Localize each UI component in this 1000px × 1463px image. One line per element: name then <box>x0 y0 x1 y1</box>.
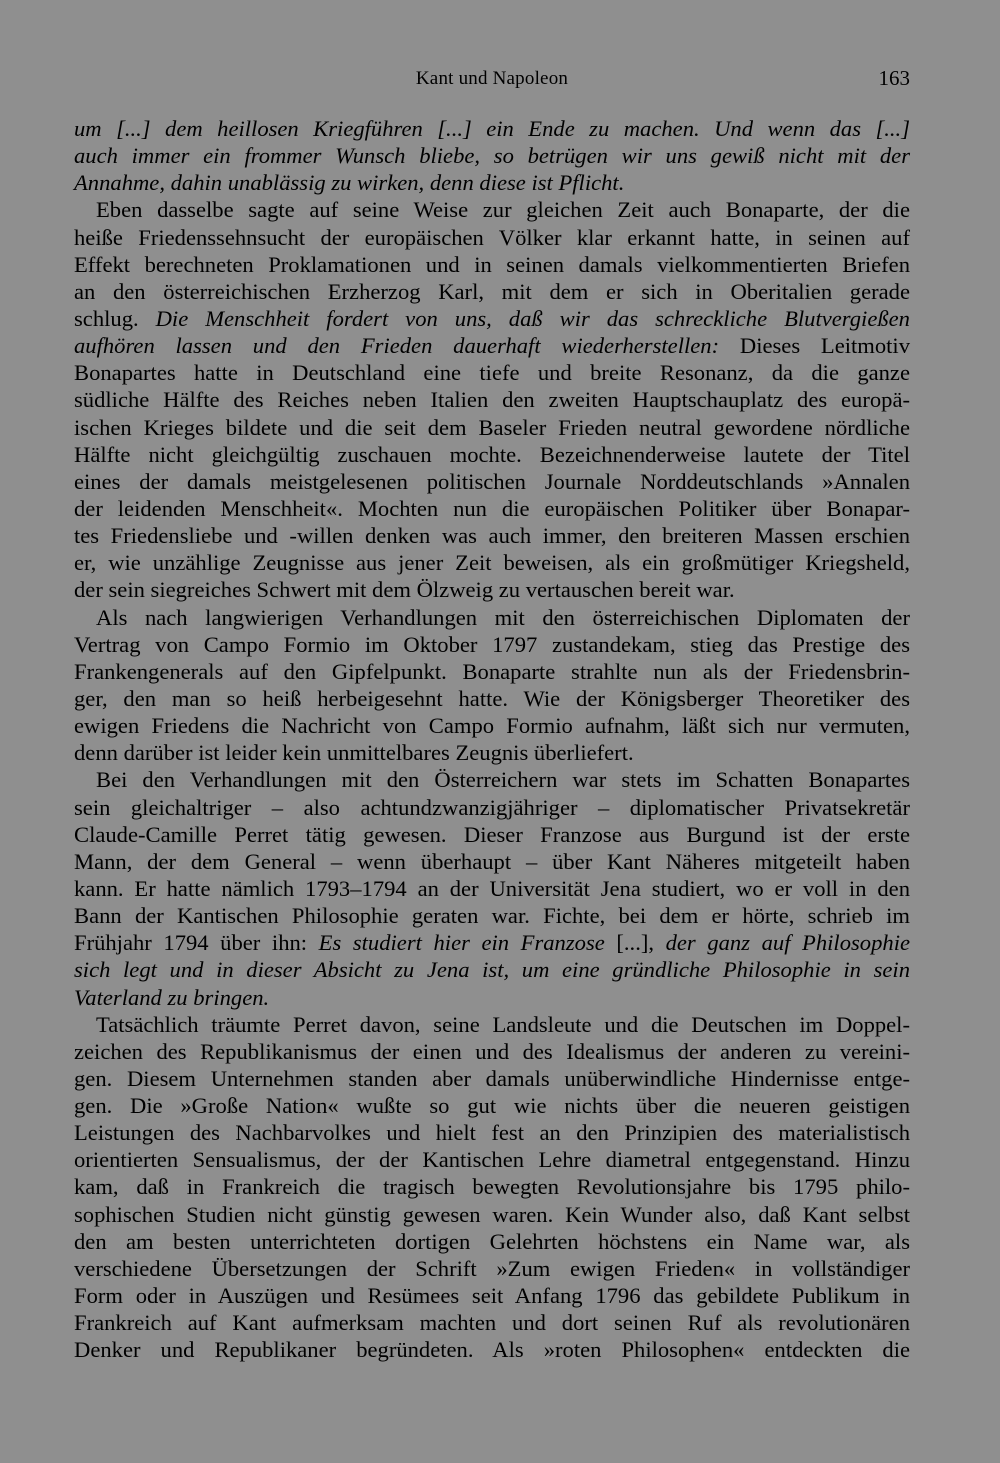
text-line <box>74 685 910 712</box>
text-line <box>74 848 910 875</box>
text-line <box>74 386 910 413</box>
text-run: Eben dasselbe sagte auf seine Weise zur gleichen Zeit auch Bonaparte, der die <box>96 197 910 223</box>
text-run: Frankreich auf Kant aufmerksam machten und dort seinen Ruf als revolutionären <box>74 1310 910 1336</box>
text-line <box>74 739 910 766</box>
text-run: zeichen des Republikanismus der einen und des Idealismus der anderen zu vereini- <box>74 1038 910 1064</box>
body-text <box>74 115 910 1363</box>
text-run: Leistungen des Nachbarvolkes und hielt fest an den Prinzipien des materialistisch <box>74 1120 910 1146</box>
text-run: Mann, der dem General – wenn überhaupt – über Kant Näheres mitgeteilt haben <box>74 848 910 874</box>
text-run: orientierten Sensualismus, der der Kantischen Lehre diametral entgegenstand. Hinzu <box>74 1147 910 1173</box>
text-line <box>74 1201 910 1228</box>
text-line <box>74 875 910 902</box>
text-line <box>74 359 910 386</box>
text-line <box>74 1065 910 1092</box>
text-run: sein gleichaltriger – also achtundzwanzigjähriger – diplomatischer Privatsekretär <box>74 794 910 820</box>
text-line <box>74 414 910 441</box>
text-run: an den österreichischen Erzherzog Karl, mit dem er sich in Oberitalien gerade <box>74 278 910 304</box>
italic-text-run: sich legt und in dieser Absicht zu Jena ist, um eine gründliche Philosophie in sein <box>74 957 910 983</box>
text-line <box>74 794 910 821</box>
text-line <box>74 251 910 278</box>
text-line <box>74 821 910 848</box>
text-run: er, wie unzählige Zeugnisse aus jener Zeit beweisen, als ein großmütiger Kriegsheld, <box>74 550 910 576</box>
text-run: Vertrag von Campo Formio im Oktober 1797 zustandekam, stieg das Prestige des <box>74 631 910 657</box>
text-line <box>74 224 910 251</box>
text-line <box>74 631 910 658</box>
text-line <box>74 1282 910 1309</box>
text-run: ger, den man so heiß herbeigesehnt hatte. Wie der Königsberger Theoretiker des <box>74 685 910 711</box>
italic-text-run: auch immer ein frommer Wunsch bliebe, so betrügen wir uns gewiß nicht mit der <box>74 143 910 169</box>
text-line <box>74 902 910 929</box>
running-head <box>74 66 910 96</box>
italic-text-run: Es studiert hier ein Franzose <box>318 930 605 956</box>
text-line <box>74 1011 910 1038</box>
text-line <box>74 169 910 196</box>
italic-text-run: Annahme, dahin unablässig zu wirken, denn diese ist Pflicht. <box>74 170 625 196</box>
text-run: Bei den Verhandlungen mit den Österreichern war stets im Schatten Bonapartes <box>96 767 910 793</box>
text-run: heiße Friedenssehnsucht der europäischen Völker klar erkannt hatte, in seinen auf <box>74 224 910 250</box>
text-line <box>74 305 910 332</box>
text-run: den am besten unterrichteten dortigen Gelehrten höchstens ein Name war, als <box>74 1228 910 1254</box>
text-run: Hälfte nicht gleichgültig zuschauen mochte. Bezeichnenderweise lautete der Titel <box>74 441 910 467</box>
italic-text-run: aufhören lassen und den Frieden dauerhaft wiederherstellen: <box>74 333 720 359</box>
page-number: 163 <box>878 66 910 90</box>
text-run: Form oder in Auszügen und Resümees seit Anfang 1796 das gebildete Publikum in <box>74 1283 910 1309</box>
text-run: gen. Diesem Unternehmen standen aber damals unüberwindliche Hindernisse entge- <box>74 1065 910 1091</box>
text-line <box>74 984 910 1011</box>
text-line <box>74 196 910 223</box>
text-line <box>74 115 910 142</box>
text-run: Frühjahr 1794 über ihn: <box>74 930 319 956</box>
text-line <box>74 1119 910 1146</box>
text-line <box>74 604 910 631</box>
text-run: Claude-Camille Perret tätig gewesen. Dieser Franzose aus Burgund ist der erste <box>74 821 910 847</box>
text-run: der leidenden Menschheit«. Mochten nun die europäischen Politiker über Bonapar- <box>74 495 910 521</box>
text-line <box>74 1092 910 1119</box>
text-run: Denker und Republikaner begründeten. Als »roten Philosophen« entdeckten die <box>74 1337 910 1363</box>
running-title: Kant und Napoleon <box>415 68 569 89</box>
text-run: schlug. <box>74 305 156 331</box>
text-run: Frankengenerals auf den Gipfelpunkt. Bonaparte strahlte nun als der Friedensbrin- <box>74 658 910 684</box>
italic-text-run: Die Menschheit fordert von uns, daß wir das schreckliche Blutvergießen <box>155 305 910 331</box>
text-run: ewigen Friedens die Nachricht von Campo Formio aufnahm, läßt sich nur vermuten, <box>74 713 910 739</box>
text-line <box>74 1309 910 1336</box>
text-run: verschiedene Übersetzungen der Schrift »Zum ewigen Frieden« in vollständiger <box>74 1255 910 1281</box>
text-run: tes Friedensliebe und -willen denken was auch immer, den breiteren Massen erschien <box>74 523 910 549</box>
text-line <box>74 576 910 603</box>
italic-text-run: der ganz auf Philosophie <box>665 930 910 956</box>
text-line <box>74 1228 910 1255</box>
text-line <box>74 929 910 956</box>
text-run: kam, daß in Frankreich die tragisch bewegten Revolutionsjahre bis 1795 philo- <box>74 1174 910 1200</box>
italic-text-run: um [...] dem heillosen Kriegführen [...] ein Ende zu machen. Und wenn das [...] <box>74 116 910 141</box>
text-line <box>74 441 910 468</box>
text-run: eines der damals meistgelesenen politischen Journale Norddeutschlands »Annalen <box>74 468 910 494</box>
text-run: Tatsächlich träumte Perret davon, seine Landsleute und die Deutschen im Doppel- <box>96 1011 910 1037</box>
text-line <box>74 495 910 522</box>
text-run: denn darüber ist leider kein unmittelbares Zeugnis überliefert. <box>74 740 634 766</box>
text-run: der sein siegreiches Schwert mit dem Ölzweig zu vertauschen bereit war. <box>74 577 735 603</box>
text-run: Dieses Leitmotiv <box>719 333 910 359</box>
italic-text-run: Vaterland zu bringen. <box>74 984 270 1010</box>
text-run: Effekt berechneten Proklamationen und in seinen damals vielkommentierten Briefen <box>74 251 910 277</box>
text-run: kann. Er hatte nämlich 1793–1794 an der Universität Jena studiert, wo er voll in den <box>74 875 910 901</box>
text-run: Als nach langwierigen Verhandlungen mit den österreichischen Diplomaten der <box>96 604 910 630</box>
text-line <box>74 1255 910 1282</box>
text-line <box>74 278 910 305</box>
text-line <box>74 142 910 169</box>
text-run: Bann der Kantischen Philosophie geraten war. Fichte, bei dem er hörte, schrieb im <box>74 903 910 929</box>
text-line <box>74 1336 910 1363</box>
text-run: gen. Die »Große Nation« wußte so gut wie nichts über die neueren geistigen <box>74 1093 910 1119</box>
text-line <box>74 1146 910 1173</box>
book-page <box>74 66 910 1363</box>
text-run: Bonapartes hatte in Deutschland eine tiefe und breite Resonanz, da die ganze <box>74 360 910 386</box>
text-line <box>74 332 910 359</box>
text-line <box>74 522 910 549</box>
text-line <box>74 549 910 576</box>
text-line <box>74 468 910 495</box>
text-line <box>74 956 910 983</box>
text-run: sophischen Studien nicht günstig gewesen waren. Kein Wunder also, daß Kant selbst <box>74 1201 910 1227</box>
text-line <box>74 1173 910 1200</box>
text-line <box>74 658 910 685</box>
text-run: südliche Hälfte des Reiches neben Italien den zweiten Hauptschauplatz des europä- <box>74 387 910 413</box>
text-run: ischen Krieges bildete und die seit dem Baseler Frieden neutral gewordene nördliche <box>74 414 910 440</box>
text-line <box>74 1038 910 1065</box>
text-line <box>74 766 910 793</box>
text-line <box>74 712 910 739</box>
text-run: [...], <box>604 930 666 956</box>
